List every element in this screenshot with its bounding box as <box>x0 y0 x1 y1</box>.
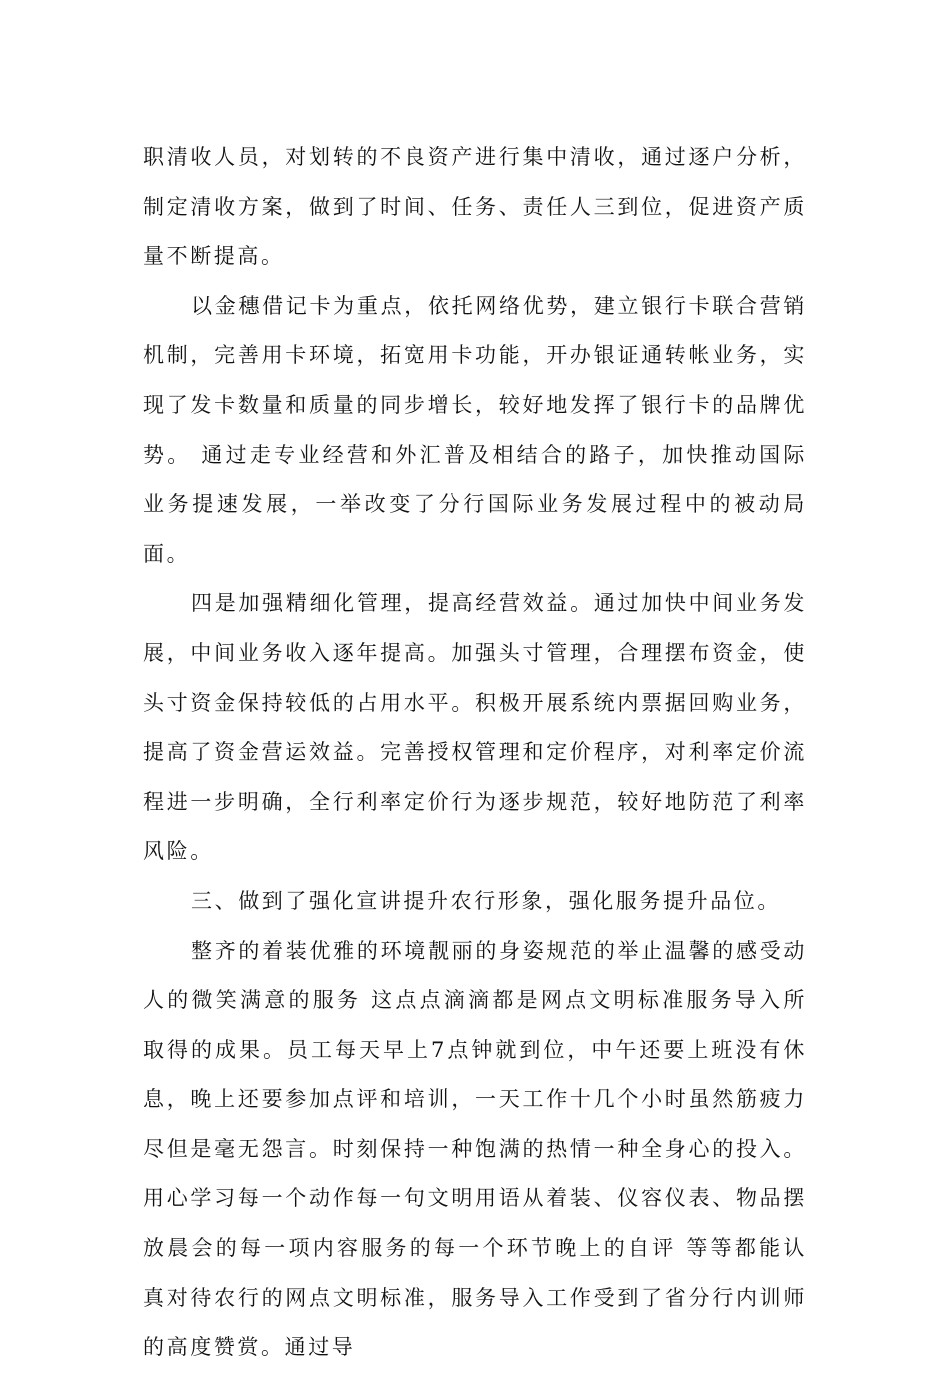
paragraph-continuation: 职清收人员，对划转的不良资产进行集中清收，通过逐户分析，制定清收方案，做到了时间、任务、责任人三到位，促进资产质量不断提高。 <box>143 145 807 269</box>
paragraph-bank-card: 以金穗借记卡为重点，依托网络优势，建立银行卡联合营销机制，完善用卡环境，拓宽用卡功能，开办银证通转帐业务，实现了发卡数量和质量的同步增长，较好地发挥了银行卡的品牌优势。 通过走专业经营和外汇普及相结合的路子，加快推动国际业务提速发展，一举改变了分行国际业务发展过程中的被动局面。 <box>143 293 807 566</box>
paragraph-service: 整齐的着装优雅的环境靓丽的身姿规范的举止温馨的感受动人的微笑满意的服务 这点点滴滴都是网点文明标准服务导入所取得的成果。员工每天早上7点钟就到位，中午还要上班没有休息，晚上还要参加点评和培训，一天工作十几个小时虽然筋疲力尽但是毫无怨言。时刻保持一种饱满的热情一种全身心的投入。用心学习每一个动作每一句文明用语从着装、仪容仪表、物品摆放晨会的每一项内容服务的每一个环节晚上的自评 等等都能认真对待农行的网点文明标准，服务导入工作受到了省分行内训师的高度赞赏。通过导 <box>143 938 807 1360</box>
document-body <box>143 133 807 1373</box>
section-heading-three: 三、做到了强化宣讲提升农行形象，强化服务提升品位。 <box>191 888 781 913</box>
paragraph-fine-management: 四是加强精细化管理，提高经营效益。通过加快中间业务发展，中间业务收入逐年提高。加强头寸管理，合理摆布资金，使头寸资金保持较低的占用水平。积极开展系统内票据回购业务，提高了资金营运效益。完善授权管理和定价程序，对利率定价流程进一步明确，全行利率定价行为逐步规范，较好地防范了利率风险。 <box>143 591 807 864</box>
